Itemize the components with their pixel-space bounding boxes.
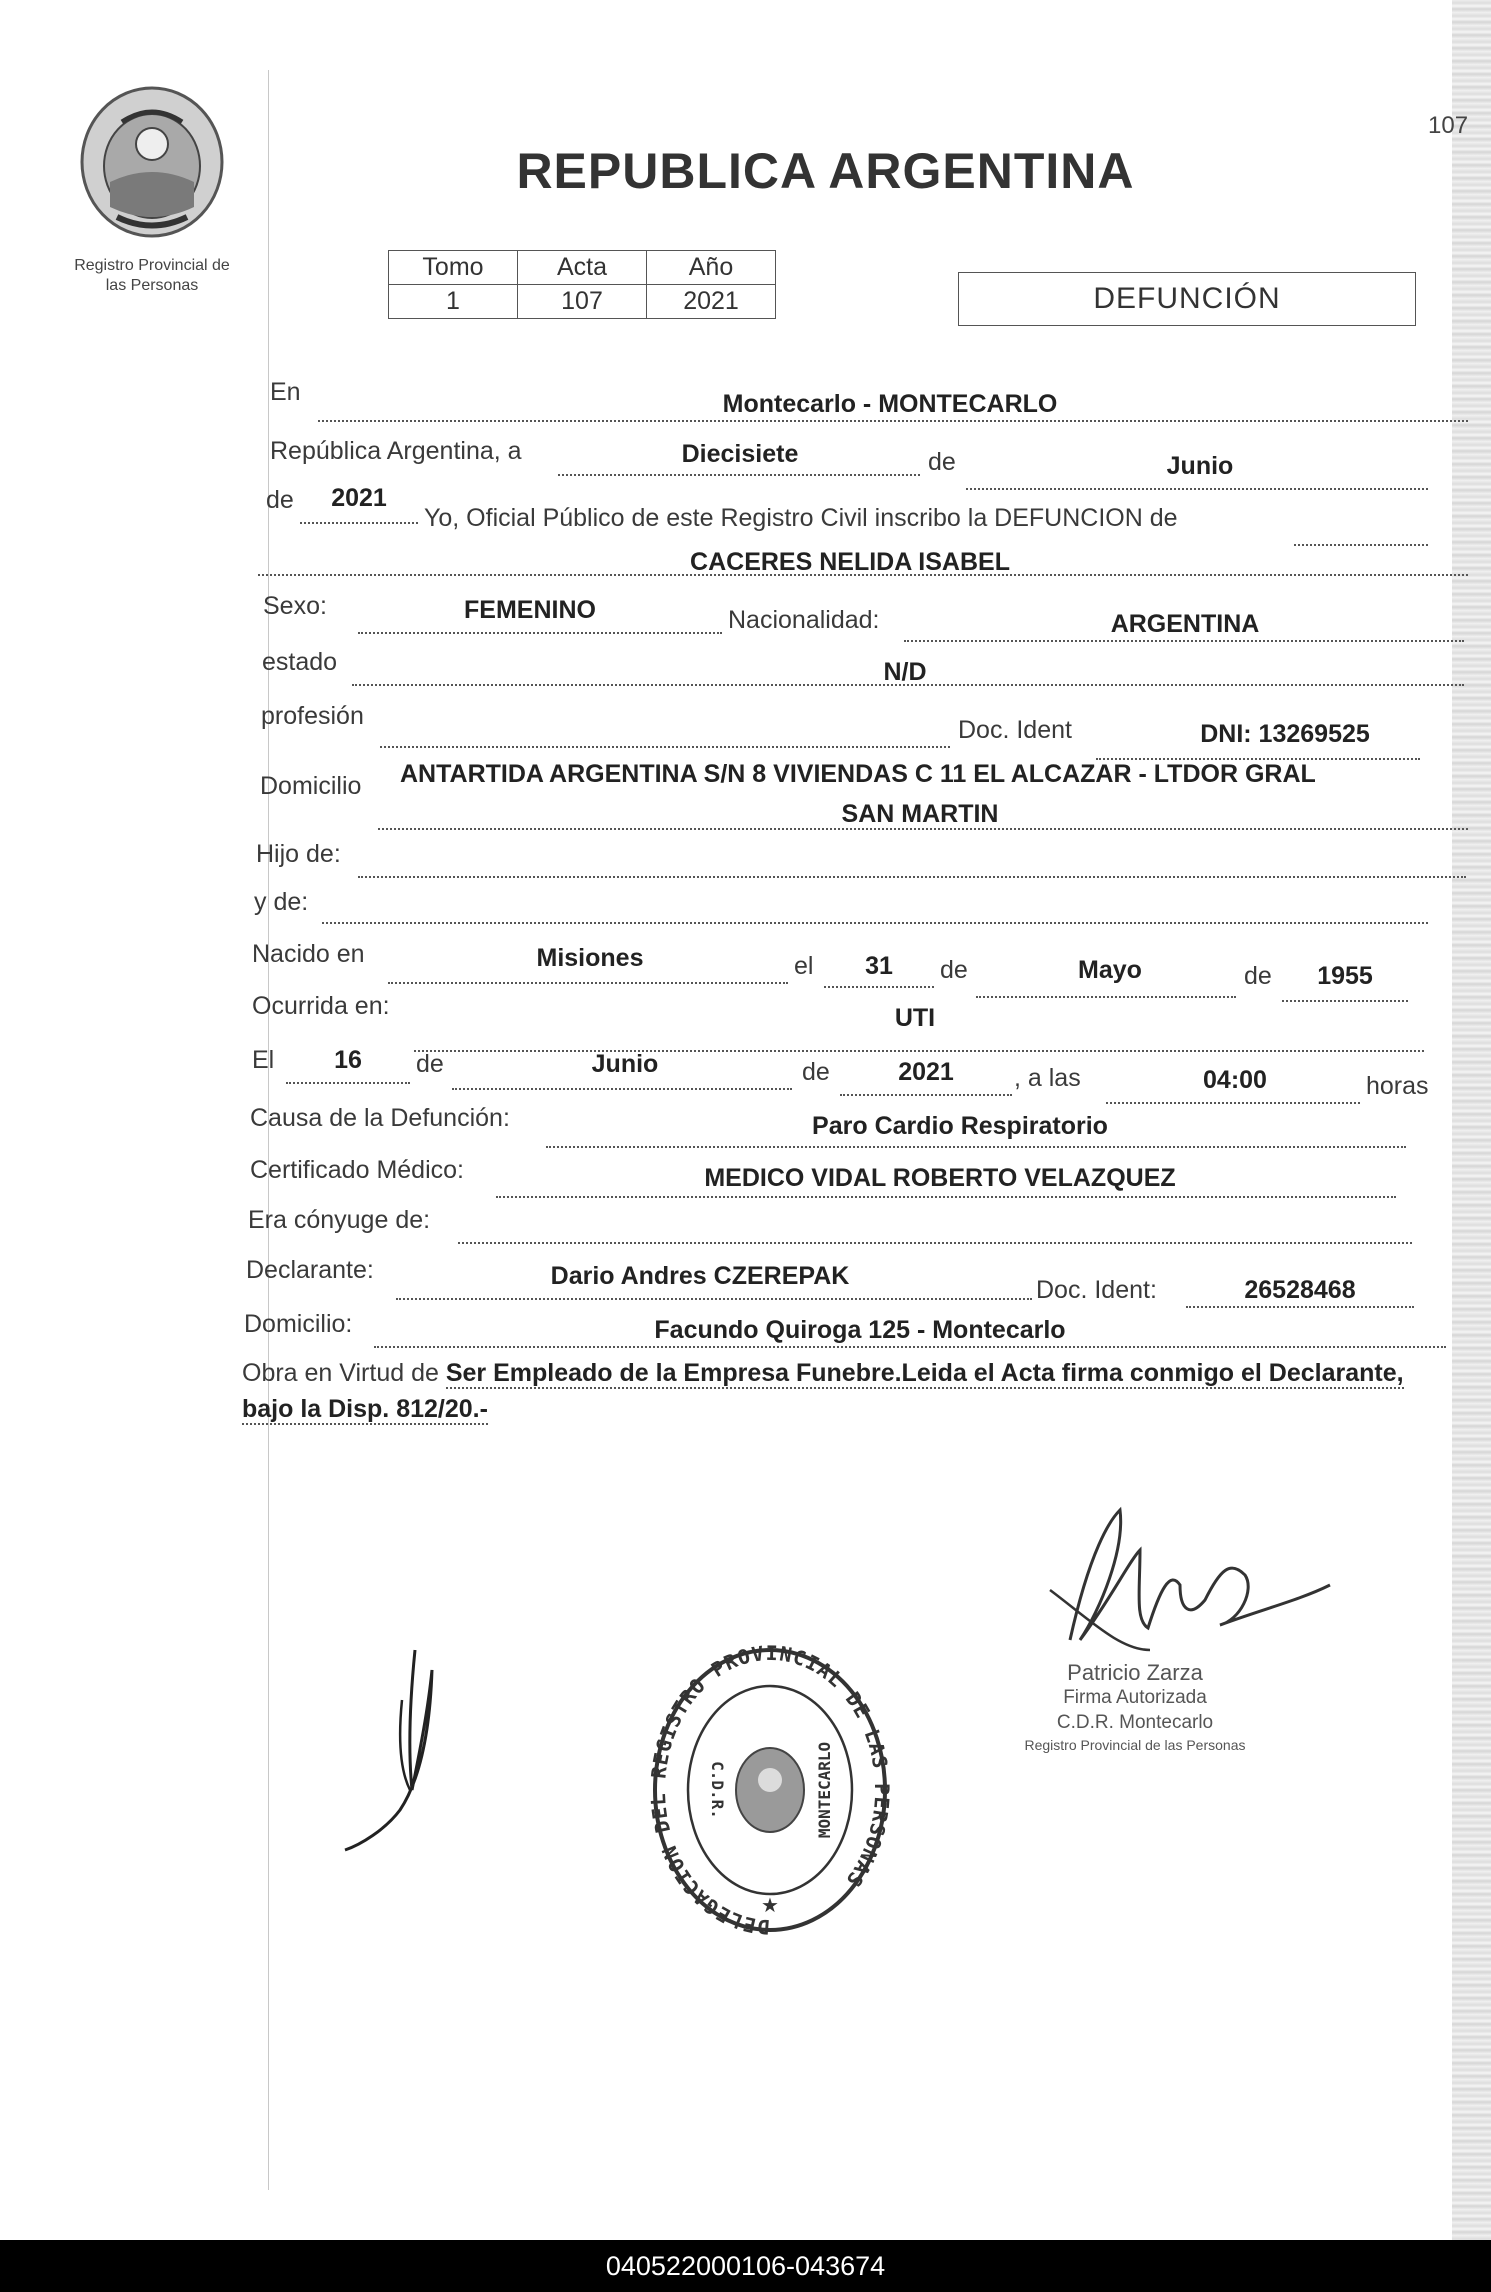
dotted-line	[358, 632, 722, 634]
label-nacionalidad: Nacionalidad:	[728, 606, 880, 634]
value-defuncion-mes: Junio	[591, 1050, 659, 1078]
dotted-line	[1106, 1102, 1360, 1104]
official-signature	[1030, 1490, 1340, 1660]
label-de: de	[802, 1058, 830, 1086]
declarant-signature	[340, 1640, 490, 1860]
volume-table-header: Año	[647, 251, 776, 285]
stamp-inner-right: MONTECARLO	[815, 1741, 834, 1839]
dotted-line	[1282, 1000, 1408, 1002]
label-de: de	[928, 448, 956, 476]
dotted-line	[396, 1298, 1032, 1300]
label-domicilio-declarante: Domicilio:	[244, 1310, 353, 1338]
label-hijo-de: Hijo de:	[256, 840, 341, 868]
label-estado: estado	[262, 648, 338, 676]
value-hora: 04:00	[1203, 1066, 1267, 1094]
scan-edge-shadow	[1452, 0, 1491, 2240]
dotted-line	[976, 996, 1236, 998]
label-doc-ident-declarante: Doc. Ident:	[1036, 1276, 1157, 1304]
label-declarante: Declarante:	[246, 1256, 374, 1284]
dotted-line	[558, 474, 920, 476]
value-nacionalidad: ARGENTINA	[1110, 610, 1260, 638]
value-obra-text: Ser Empleado de la Empresa Funebre.Leida el Acta firma conmigo el Declarante, bajo la Disp. 812/20.-	[242, 1359, 1404, 1423]
stamp-outer-text: DELEGACION D EGISTRO PROVINCIAL DE LA SONAS	[650, 1640, 890, 1940]
label-el: El	[252, 1046, 275, 1074]
registry-stamp	[650, 1640, 890, 1940]
label-de: de	[266, 486, 294, 514]
label-domicilio: Domicilio	[260, 772, 362, 800]
value-sexo: FEMENINO	[464, 596, 596, 624]
stamp-star-icon: ★	[761, 1895, 779, 1917]
label-ocurrida-en: Ocurrida en:	[252, 992, 390, 1020]
dotted-line	[840, 1094, 1012, 1096]
value-declarante: Dario Andres CZEREPAK	[550, 1262, 850, 1290]
label-el: el	[794, 952, 814, 980]
value-dia-inscripcion: Diecisiete	[681, 440, 799, 468]
dotted-line	[300, 522, 418, 524]
volume-table-header: Acta	[518, 251, 647, 285]
value-nacido-en: Misiones	[536, 944, 644, 972]
dotted-line	[1294, 544, 1428, 546]
dotted-line	[1186, 1306, 1414, 1308]
page-number: 107	[1428, 112, 1469, 139]
volume-table	[388, 250, 776, 319]
registry-line-2: las Personas	[105, 277, 199, 294]
label-de: de	[940, 956, 968, 984]
dotted-line	[452, 1088, 792, 1090]
value-declarante-domicilio: Facundo Quiroga 125 - Montecarlo	[654, 1316, 1066, 1344]
dotted-line	[496, 1196, 1396, 1198]
label-profesion: profesión	[261, 702, 364, 730]
label-conyuge: Era cónyuge de:	[248, 1206, 431, 1234]
dotted-line	[458, 1242, 1412, 1244]
dotted-line	[966, 488, 1428, 490]
document-type-box: DEFUNCIÓN	[958, 272, 1416, 326]
authority-name: Patricio Zarza	[1067, 1660, 1203, 1685]
label-yo: Yo, Oficial Público de este Registro Civil inscribo la DEFUNCION de	[424, 504, 1178, 532]
label-y-de: y de:	[254, 888, 309, 916]
value-ocurrida-en: UTI	[894, 1004, 936, 1032]
dotted-line	[380, 746, 950, 748]
label-a-las: , a las	[1014, 1064, 1081, 1092]
value-declarante-doc: 26528468	[1244, 1276, 1356, 1304]
dotted-line	[322, 922, 1428, 924]
dotted-line	[378, 828, 1468, 830]
value-defuncion-anio: 2021	[898, 1058, 954, 1086]
value-nacimiento-anio: 1955	[1317, 962, 1373, 990]
anio-value: 2021	[647, 285, 776, 319]
dotted-line	[374, 1346, 1446, 1348]
label-de: de	[1244, 962, 1272, 990]
value-causa: Paro Cardio Respiratorio	[812, 1112, 1108, 1140]
value-defuncion-dia: 16	[334, 1046, 362, 1074]
dotted-line	[388, 982, 788, 984]
acta-value: 107	[518, 285, 647, 319]
label-republica: República Argentina, a	[270, 437, 522, 465]
label-nacido-en: Nacido en	[252, 940, 365, 968]
label-horas: horas	[1366, 1072, 1429, 1100]
value-estado: N/D	[883, 658, 927, 686]
authority-role: Firma Autorizada	[1063, 1687, 1207, 1708]
footer-code: 040522000106-043674	[0, 2240, 1491, 2292]
value-documento: DNI: 13269525	[1200, 720, 1370, 748]
label-de: de	[416, 1050, 444, 1078]
value-domicilio-line2: SAN MARTIN	[841, 800, 999, 828]
dotted-line	[546, 1146, 1406, 1148]
authority-registry: Registro Provincial de las Personas	[1024, 1737, 1246, 1753]
tomo-value: 1	[389, 285, 518, 319]
dotted-line	[824, 986, 934, 988]
value-domicilio-line1: ANTARTIDA ARGENTINA S/N 8 VIVIENDAS C 11 EL ALCAZAR - LTDOR GRAL	[400, 760, 1316, 788]
label-causa: Causa de la Defunción:	[250, 1104, 510, 1132]
dotted-line	[286, 1082, 410, 1084]
value-lugar: Montecarlo - MONTECARLO	[722, 390, 1058, 418]
dotted-line	[358, 876, 1466, 878]
label-sexo: Sexo:	[263, 592, 327, 620]
obra-en-virtud-paragraph	[242, 1355, 1442, 1427]
value-certificado: MEDICO VIDAL ROBERTO VELAZQUEZ	[704, 1164, 1176, 1192]
volume-table-header: Tomo	[389, 251, 518, 285]
label-certificado: Certificado Médico:	[250, 1156, 464, 1184]
volume-table-value-row	[389, 285, 776, 319]
dotted-line	[904, 640, 1464, 642]
registry-line-1: Registro Provincial de	[74, 257, 230, 274]
stamp-inner-left: C.D.R.	[708, 1761, 727, 1819]
value-nacimiento-dia: 31	[865, 952, 893, 980]
value-nombre: CACERES NELIDA ISABEL	[690, 548, 1010, 576]
authority-block	[945, 1660, 1325, 1755]
label-en: En	[270, 378, 301, 406]
authority-office: C.D.R. Montecarlo	[1056, 1712, 1214, 1733]
volume-table-header-row	[389, 251, 776, 285]
registry-name	[42, 256, 262, 296]
document-title: REPUBLICA ARGENTINA	[516, 143, 1135, 199]
label-obra-en-virtud: Obra en Virtud de	[242, 1359, 439, 1387]
dotted-line	[318, 420, 1468, 422]
value-anio-inscripcion: 2021	[331, 484, 387, 512]
value-nacimiento-mes: Mayo	[1078, 956, 1142, 984]
label-doc-ident: Doc. Ident	[958, 716, 1072, 744]
value-mes-inscripcion: Junio	[1166, 452, 1234, 480]
